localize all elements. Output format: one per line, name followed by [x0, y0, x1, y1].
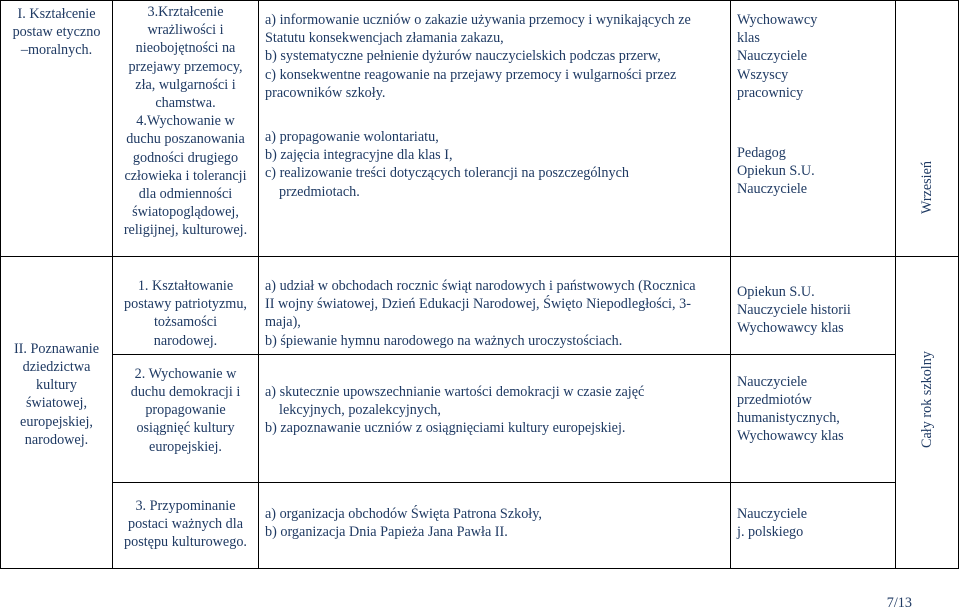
responsible-cell: Nauczyciele j. polskiego [731, 482, 896, 568]
area-cell: II. Poznawanie dziedzictwa kultury światowej, europejskiej, narodowej. [1, 257, 113, 569]
table-row [1, 482, 959, 568]
time-label: Cały rok szkolny [919, 350, 935, 448]
area-cell: I. Kształcenie postaw etyczno –moralnych. [1, 1, 113, 257]
topic-cell: 3.Krztałcenie wrażliwości i nieobojętności na przejawy przemocy, zła, wulgarności i chamstwa. 4.Wychowanie w duchu poszanowania godności drugiego człowieka i tolerancji dla odmienności światopoglądowej, religijnej, kulturowej. [113, 1, 259, 257]
topic-cell: 1. Kształtowanie postawy patriotyzmu, tożsamości narodowej. [113, 257, 259, 355]
time-cell [896, 1, 959, 257]
time-cell [896, 257, 959, 569]
table-row [1, 354, 959, 482]
tasks-cell: a) informowanie uczniów o zakazie używania przemocy i wynikających ze Statutu konsekwencjach złamania zakazu, b) systematyczne pełnienie dyżurów nauczycielskich podczas przerw, c) konsekwentne reagowanie na przejawy przemocy i wulgarności przez pracowników szkoły. a) propagowanie wolontariatu, b) zajęcia integracyjne dla klas I, c) realizowanie treści dotyczących tolerancji na poszczególnych przedmiotach. [259, 1, 731, 257]
time-label: Wrzesień [919, 160, 935, 214]
tasks-cell: a) organizacja obchodów Święta Patrona Szkoły, b) organizacja Dnia Papieża Jana Pawła II. [259, 482, 731, 568]
tasks-cell: a) udział w obchodach rocznic świąt narodowych i państwowych (Rocznica II wojny światowej, Dzień Edukacji Narodowej, Święto Niepodległości, 3- maja), b) śpiewanie hymnu narodowego na ważnych uroczystościach. [259, 257, 731, 355]
tasks-cell: a) skutecznie upowszechnianie wartości demokracji w czasie zajęć lekcyjnych, pozalekcyjnych, b) zapoznawanie uczniów z osiągnięciami kultury europejskiej. [259, 354, 731, 482]
responsible-cell: Nauczyciele przedmiotów humanistycznych, Wychowawcy klas [731, 354, 896, 482]
table-row [1, 257, 959, 355]
topic-cell: 3. Przypominanie postaci ważnych dla postępu kulturowego. [113, 482, 259, 568]
topic-cell: 2. Wychowanie w duchu demokracji i propagowanie osiągnięć kultury europejskiej. [113, 354, 259, 482]
table-row [1, 1, 959, 257]
responsible-cell: Wychowawcy klas Nauczyciele Wszyscy pracownicy Pedagog Opiekun S.U. Nauczyciele [731, 1, 896, 257]
responsible-cell: Opiekun S.U. Nauczyciele historii Wychowawcy klas [731, 257, 896, 355]
page-number: 7/13 [886, 595, 912, 611]
